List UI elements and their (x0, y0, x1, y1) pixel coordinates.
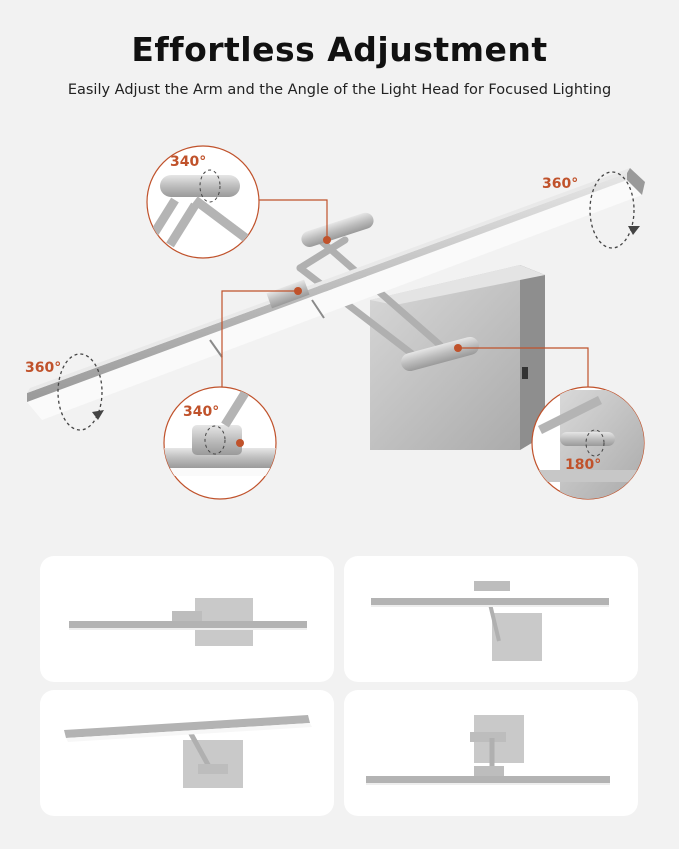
zoom-detail-bar-hinge (160, 385, 290, 499)
gallery-card-3 (40, 690, 334, 816)
lamp-pose-below-mount (344, 690, 638, 816)
angle-label-left-bar: 360° (25, 360, 62, 376)
hero-lamp-illustration (0, 120, 679, 520)
zoom-detail-base-joint (530, 387, 650, 500)
svg-text:180°: 180° (565, 457, 602, 473)
gallery-card-1 (40, 556, 334, 682)
page-title: Effortless Adjustment (131, 30, 548, 69)
lamp-pose-high-flat (344, 556, 638, 682)
gallery-card-4 (344, 690, 638, 816)
lamp-pose-tilted (40, 690, 334, 816)
light-bar (27, 168, 645, 420)
gallery-card-2 (344, 556, 638, 682)
page-subtitle: Easily Adjust the Arm and the Angle of the Light Head for Focused Lighting (67, 82, 612, 98)
angle-label-right-bar: 360° (542, 176, 579, 192)
zoom-detail-top-joint (147, 146, 259, 258)
lamp-pose-low-flat (40, 556, 334, 682)
svg-text:340°: 340° (183, 404, 220, 420)
svg-text:340°: 340° (170, 154, 207, 170)
